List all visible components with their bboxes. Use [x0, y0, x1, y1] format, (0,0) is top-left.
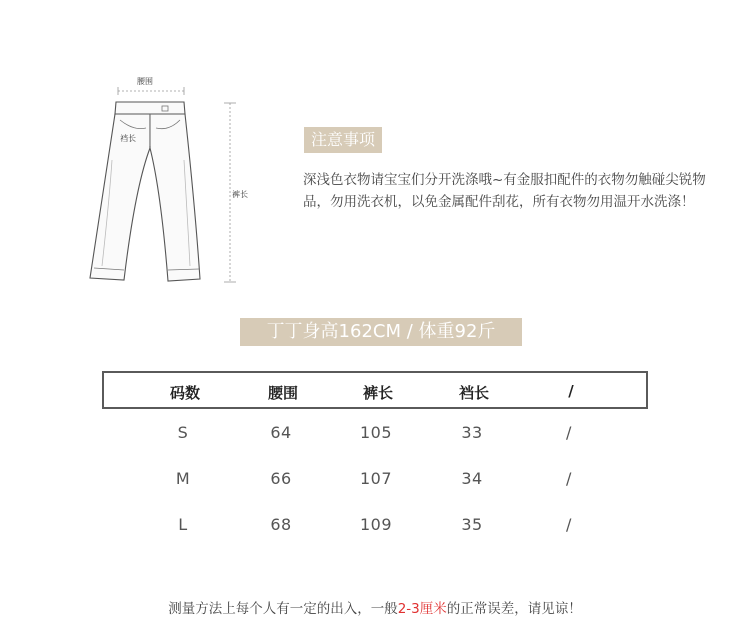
cell-waist: 68	[270, 515, 292, 534]
disclaimer-highlight: 2-3厘米	[397, 601, 447, 617]
cell-waist: 66	[270, 469, 292, 488]
length-dimension	[224, 103, 248, 282]
pants-drawing	[90, 102, 200, 281]
cell-size: S	[177, 423, 189, 442]
disclaimer-text: 测量方法上每个人有一定的出入，一般	[168, 601, 398, 617]
cell-length: 109	[359, 515, 393, 534]
notes-body: 深浅色衣物请宝宝们分开洗涤哦~有金服扣配件的衣物勿触碰尖锐物品，勿用洗衣机，以免金属配件刮花，所有衣物勿用温开水洗涤！	[303, 172, 706, 210]
cell-waist: 64	[270, 423, 292, 442]
length-label: 裤长	[232, 190, 248, 199]
header-inseam: 裆长	[458, 384, 489, 402]
table-row	[102, 455, 648, 501]
waist-label: 腰围	[137, 77, 153, 86]
inseam-label: 裆长	[120, 134, 136, 143]
cell-size: M	[175, 469, 191, 488]
waist-dimension	[118, 77, 184, 95]
header-length: 裤长	[362, 384, 393, 402]
disclaimer-text-end: 的正常误差，请见谅！	[446, 601, 582, 617]
pants-illustration	[80, 70, 270, 290]
cell-slash: /	[566, 469, 572, 488]
size-table	[102, 371, 648, 547]
cell-inseam: 34	[461, 469, 483, 488]
cell-inseam: 33	[461, 423, 483, 442]
measurement-disclaimer	[0, 597, 750, 617]
table-row	[102, 501, 648, 547]
cell-length: 105	[359, 423, 393, 442]
table-row	[102, 409, 648, 455]
notes-heading: 注意事项	[304, 127, 382, 153]
table-header	[102, 371, 648, 409]
header-slash: /	[568, 382, 574, 400]
header-size: 码数	[169, 384, 200, 402]
cell-size: L	[178, 515, 188, 534]
cell-slash: /	[566, 515, 572, 534]
cell-length: 107	[359, 469, 393, 488]
model-info-banner: 丁丁身高162CM / 体重92斤	[240, 318, 522, 346]
cell-slash: /	[566, 423, 572, 442]
cell-inseam: 35	[461, 515, 483, 534]
header-waist: 腰围	[267, 384, 298, 402]
